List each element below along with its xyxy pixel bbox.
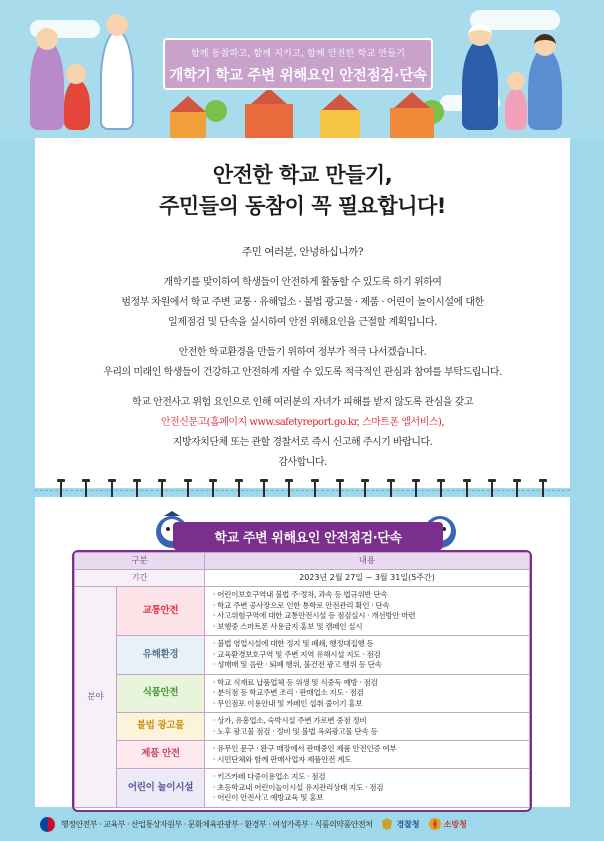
list-item: · 성매매 및 음란 · 퇴폐 행위, 불건전 광고 행위 등 단속 [213, 660, 382, 669]
category-items [205, 674, 530, 713]
category-items [205, 713, 530, 741]
person-child [64, 80, 90, 130]
list-item: · 유무인 문구 · 완구 매장에서 판매중인 제품 안전인증 여부 [213, 744, 397, 753]
category-label: 불법 광고물 [117, 713, 205, 741]
inspection-table [72, 550, 532, 812]
list-item: · 학교 주변 공사장으로 인한 통학로 안전관리 확인 · 단속 [213, 600, 390, 610]
list-item: · 보행중 스마트폰 사용금지 홍보 및 캠페인 실시 [213, 621, 363, 631]
house [320, 110, 360, 138]
roof [251, 88, 287, 104]
list-item: · 어린이보호구역내 불법 주·정차, 과속 등 법규위반 단속 [213, 590, 388, 599]
campaign-banner [163, 38, 433, 90]
person-head [36, 28, 58, 50]
col-division: 구분 [75, 553, 205, 570]
header-illustration [0, 0, 604, 140]
paragraph-2 [35, 343, 570, 383]
category-items [205, 636, 530, 675]
safety-report-link[interactable]: 안전신문고(홈페이지 www.safetyreport.go.kr, 스마트폰 앱서비스), [160, 417, 445, 428]
person-police [462, 40, 498, 130]
closing: 감사합니다. [278, 457, 327, 468]
footer [40, 814, 565, 834]
person-head [66, 64, 86, 84]
paragraph-line: 개학기를 맞이하여 학생들이 안전하게 활동할 수 있도록 하기 위하여 [163, 277, 442, 288]
category-label: 식품안전 [117, 674, 205, 713]
ministries-list: 행정안전부 · 교육부 · 산업통상자원부 · 문화체육관광부 · 환경부 · 여성가족부 · 식품의약품안전처 [61, 819, 373, 829]
list-item: · 키즈카페 다중이용업소 지도 · 점검 [213, 772, 326, 781]
table-row [75, 741, 530, 769]
greeting: 주민 여러분, 안녕하십니까? [241, 246, 364, 258]
person-head [106, 14, 128, 36]
list-item: · 어린이 안전사고 예방교육 및 홍보 [213, 793, 324, 802]
paragraph-line: 지방자치단체 또는 관할 경찰서로 즉시 신고해 주시기 바랍니다. [172, 437, 433, 448]
headline-line-1: 안전한 학교 만들기, [212, 163, 393, 187]
person-head [534, 34, 556, 56]
person-head [507, 72, 525, 90]
list-item: · 무인점포 이용안내 및 카페인 섭취 줄이기 홍보 [213, 698, 363, 708]
period-label: 기간 [75, 570, 205, 587]
list-item: · 분식점 등 학교주변 조리 · 판매업소 지도 · 점검 [213, 688, 364, 697]
table-row [75, 587, 530, 636]
table-row [75, 674, 530, 713]
person-grandfather [100, 30, 134, 130]
category-items [205, 587, 530, 636]
list-item: · 사고위험구역에 대한 교통안전시설 등 점검실시 · 개선방안 마련 [213, 611, 416, 620]
person-woman [528, 48, 562, 130]
list-item: · 교육환경보호구역 및 주변 지역 유해시설 지도 · 점검 [213, 649, 381, 659]
list-item: · 학교 식재료 납품업체 등 위생 및 식중독 예방 · 점검 [213, 677, 378, 687]
paragraph-3 [35, 393, 570, 473]
government-logo-icon [40, 817, 55, 832]
person-head [468, 24, 492, 46]
fire-badge [428, 817, 467, 831]
table-row [75, 636, 530, 675]
list-item: · 초등학교내 어린이놀이시설 유지관리상태 지도 · 점검 [213, 782, 384, 792]
house [390, 108, 434, 138]
school-buildings [150, 90, 470, 138]
letter-paper [35, 138, 570, 488]
police-label: 경찰청 [396, 819, 420, 829]
col-content: 내용 [205, 553, 530, 570]
section-title: 학교 주변 위해요인 안전점검·단속 [214, 531, 402, 546]
paragraph-line: 일제점검 및 단속을 실시하여 안전 위해요인을 근절할 계획입니다. [168, 317, 437, 328]
table-row [75, 713, 530, 741]
list-item: · 상가, 유흥업소, 숙박시설 주변 가로변 중점 정비 [213, 716, 367, 725]
category-label: 유해환경 [117, 636, 205, 675]
roof [170, 96, 206, 112]
period-value: 2023년 2월 27일 ~ 3월 31일(5주간) [205, 570, 530, 587]
paragraph-line: 범정부 차원에서 학교 주변 교통 · 유해업소 · 불법 광고물 · 제품 · 어린이 놀이시설에 대한 [121, 297, 484, 308]
fire-emblem-icon [428, 817, 442, 831]
category-label: 어린이 놀이시설 [117, 769, 205, 808]
school [245, 104, 293, 138]
headline-line-2: 주민들의 동참이 꼭 필요합니다! [159, 194, 446, 218]
paragraph-line: 우리의 미래인 학생들이 건강하고 안전하게 자랄 수 있도록 적극적인 관심과 참여를 부탁드립니다. [103, 367, 502, 378]
category-label: 제품 안전 [117, 741, 205, 769]
category-items [205, 769, 530, 808]
house [170, 112, 206, 138]
roof [322, 94, 358, 110]
police-badge [380, 817, 419, 831]
banner-subtitle: 함께 동참하고, 함께 지키고, 함께 안전한 학교 만들기 [190, 49, 406, 59]
section-ribbon [173, 522, 443, 550]
paragraph-line: 학교 안전사고 위험 요인으로 인해 여러분의 자녀가 피해를 받지 않도록 관심을 갖고 [132, 397, 473, 408]
roof [394, 92, 430, 108]
person-mother [30, 40, 64, 130]
list-item: · 노후 광고물 점검 · 정비 및 불법 옥외광고물 단속 등 [213, 726, 378, 736]
fire-label: 소방청 [443, 819, 467, 829]
paragraph-1 [35, 273, 570, 333]
area-label: 분야 [75, 587, 117, 808]
category-items [205, 741, 530, 769]
person-child [505, 88, 527, 130]
list-item: · 시민단체와 함께 판매사업자 제품안전 계도 [213, 754, 352, 764]
police-emblem-icon [380, 817, 394, 831]
period-row [75, 570, 530, 587]
banner-title: 개학기 학교 주변 위해요인 안전점검·단속 [169, 68, 427, 84]
table-row [75, 769, 530, 808]
letter-headline [35, 160, 570, 222]
paragraph-line: 안전한 학교환경을 만들기 위하여 정부가 적극 나서겠습니다. [178, 347, 427, 358]
list-item: · 불법 영업시설에 대한 정지 및 폐쇄, 행정대집행 등 [213, 639, 374, 648]
category-label: 교통안전 [117, 587, 205, 636]
